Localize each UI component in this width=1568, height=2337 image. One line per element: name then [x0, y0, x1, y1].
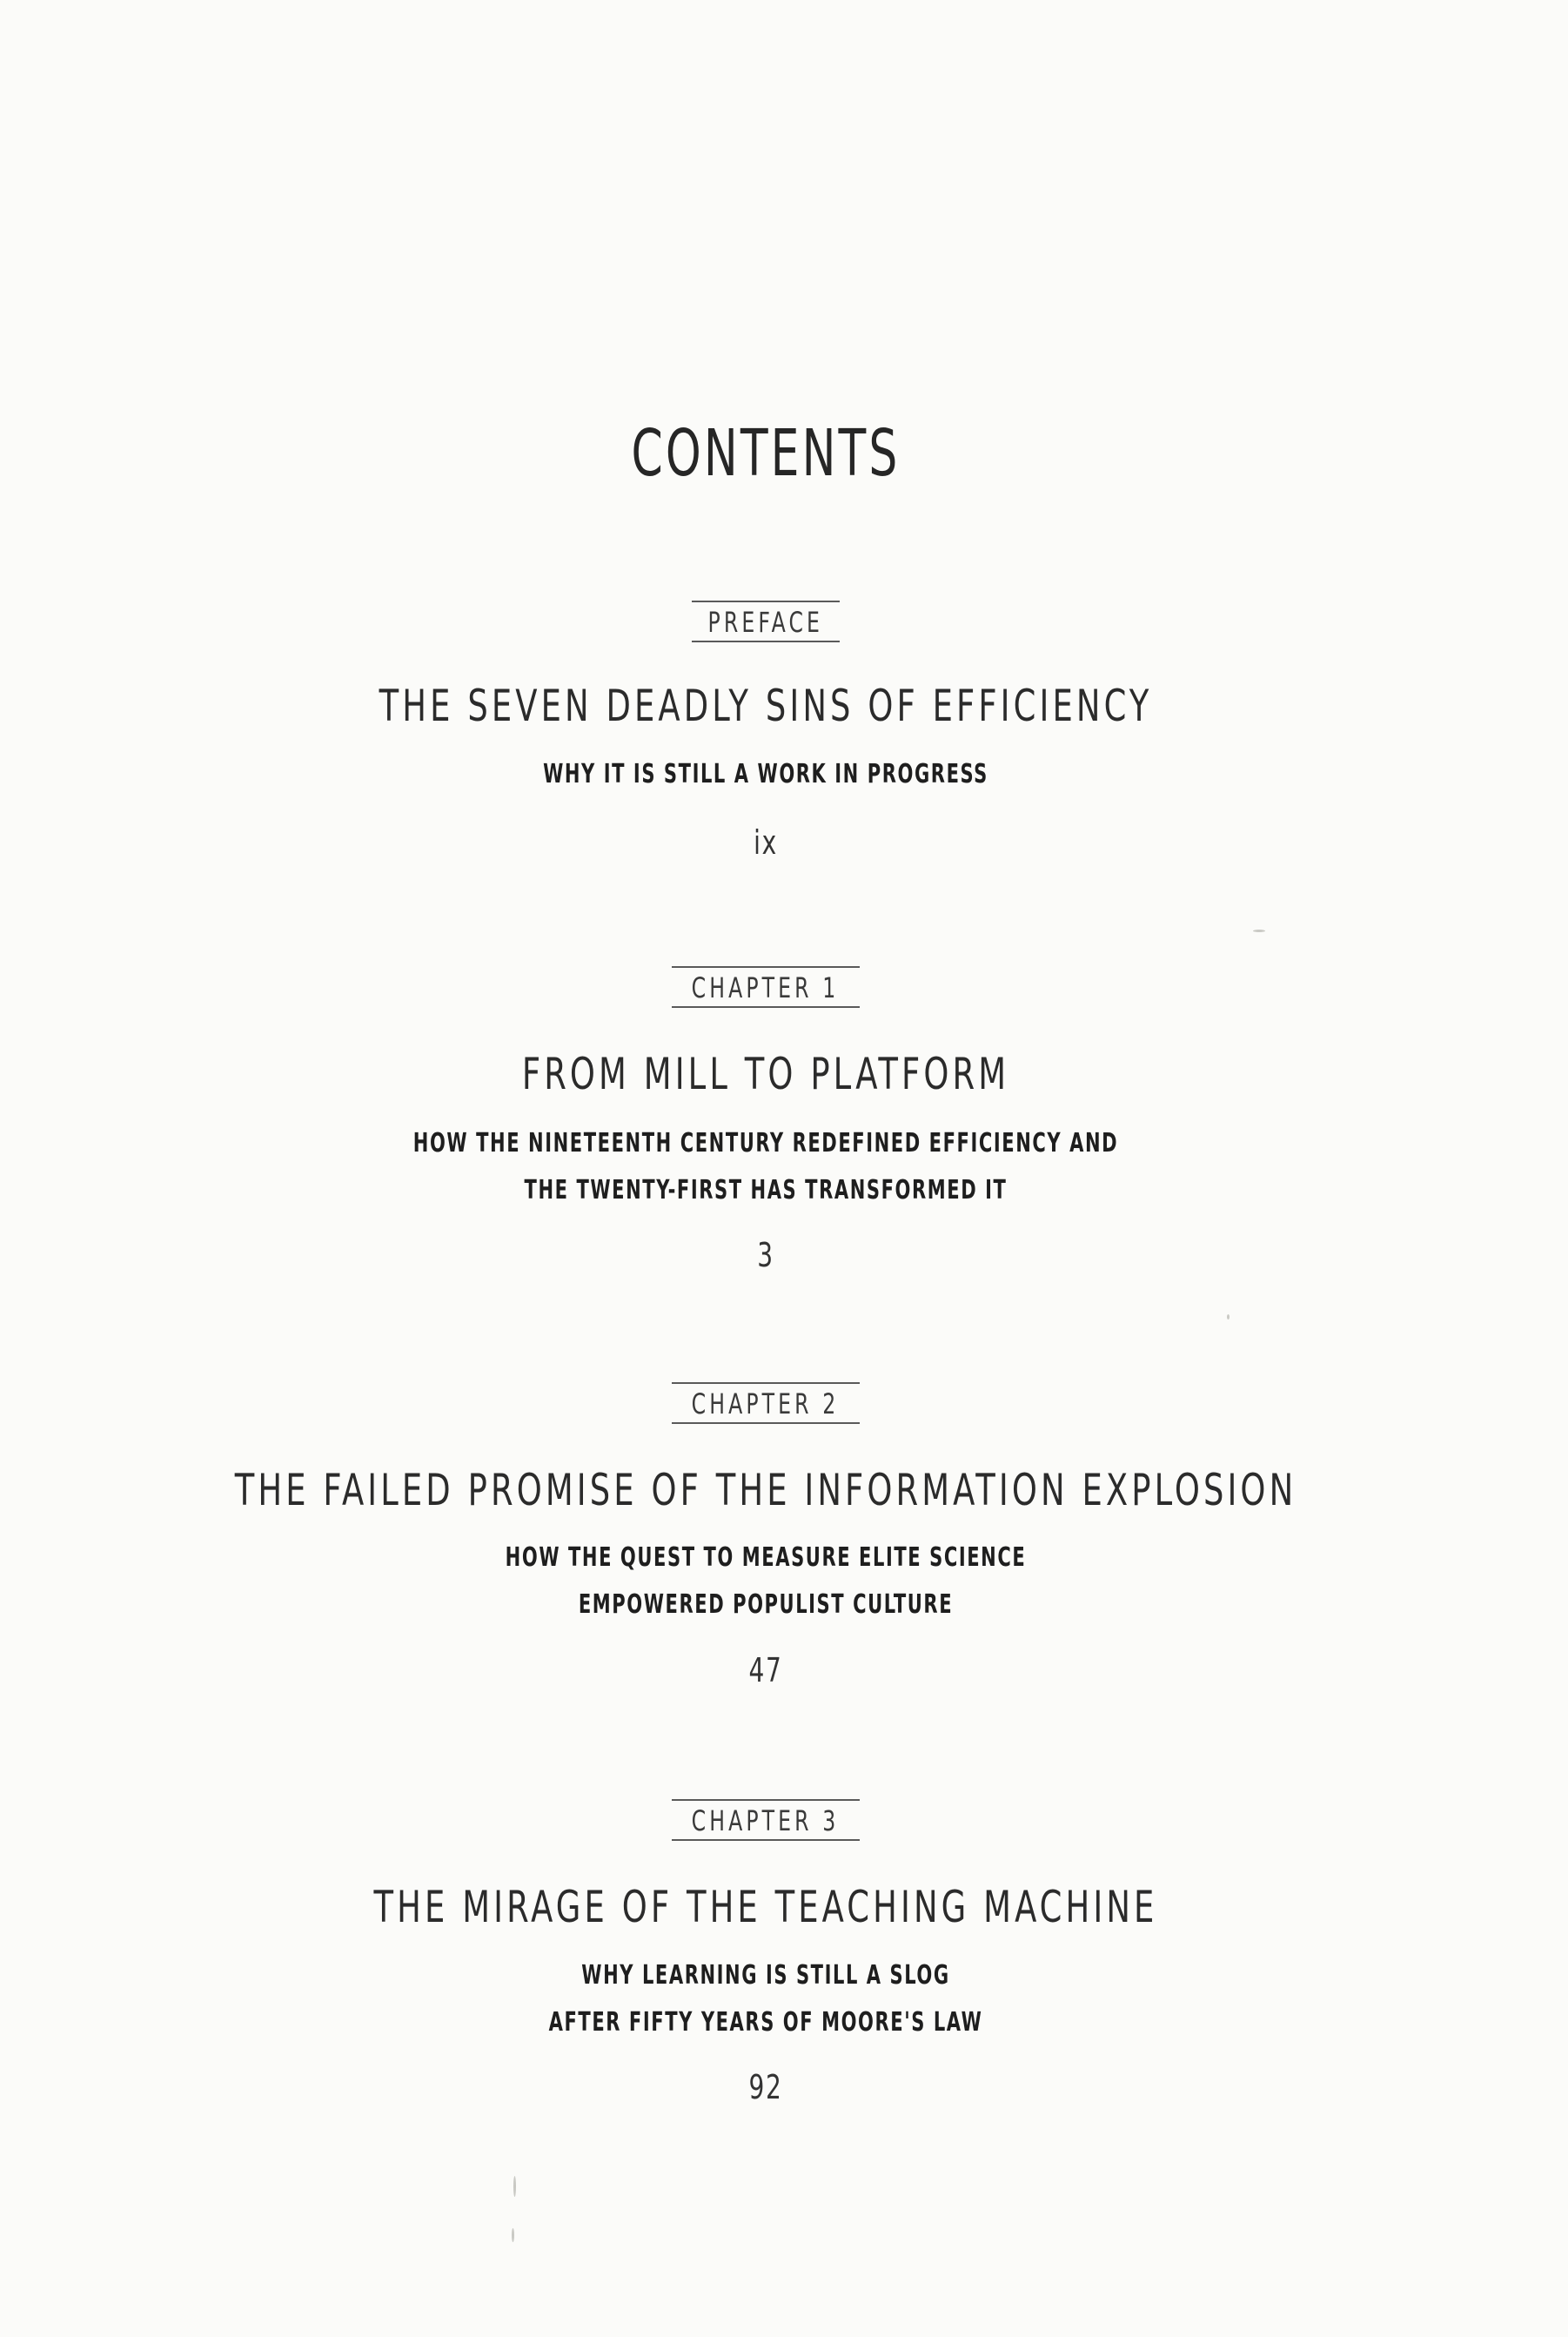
- entry-title: FROM MILL TO PLATFORM: [521, 1049, 1010, 1099]
- entry-label-box: [672, 966, 859, 1008]
- entry-title: THE MIRAGE OF THE TEACHING MACHINE: [373, 1882, 1158, 1932]
- entry-page-number: 47: [748, 1651, 783, 1689]
- entry-label: CHAPTER 2: [692, 1387, 840, 1420]
- paper-speck: [512, 2228, 514, 2242]
- entry-label-box: [692, 601, 840, 642]
- toc-entry-chapter-1[interactable]: [0, 966, 1531, 1008]
- page-title: CONTENTS: [631, 416, 901, 491]
- entry-label-box: [672, 1382, 859, 1424]
- entry-subtitle-line: EMPOWERED POPULIST CULTURE: [578, 1589, 954, 1620]
- entry-subtitle-line: THE TWENTY-FIRST HAS TRANSFORMED IT: [524, 1175, 1008, 1205]
- entry-label: CHAPTER 3: [692, 1804, 840, 1837]
- entry-label-box: [672, 1799, 859, 1841]
- entry-page-number: 92: [748, 2068, 783, 2106]
- paper-speck: [513, 2176, 516, 2197]
- entry-label: CHAPTER 1: [692, 971, 840, 1004]
- toc-entry-chapter-2[interactable]: [0, 1382, 1531, 1424]
- toc-entry-preface[interactable]: [0, 601, 1531, 642]
- entry-title: THE SEVEN DEADLY SINS OF EFFICIENCY: [379, 681, 1153, 731]
- entry-label: PREFACE: [707, 606, 824, 639]
- entry-subtitle-line: HOW THE QUEST TO MEASURE ELITE SCIENCE: [505, 1542, 1027, 1573]
- entry-subtitle-line: WHY IT IS STILL A WORK IN PROGRESS: [543, 759, 988, 789]
- toc-entry-chapter-3[interactable]: [0, 1799, 1531, 1841]
- paper-speck: [1227, 1314, 1230, 1320]
- paper-speck: [1253, 930, 1265, 932]
- entry-title: THE FAILED PROMISE OF THE INFORMATION EXPLOSION: [234, 1465, 1297, 1515]
- entry-subtitle-line: AFTER FIFTY YEARS OF MOORE'S LAW: [548, 2007, 983, 2038]
- entry-subtitle-line: HOW THE NINETEENTH CENTURY REDEFINED EFFICIENCY AND: [412, 1128, 1119, 1158]
- entry-page-number: 3: [757, 1236, 774, 1274]
- entry-page-number: ix: [754, 823, 778, 862]
- entry-subtitle-line: WHY LEARNING IS STILL A SLOG: [581, 1960, 950, 1991]
